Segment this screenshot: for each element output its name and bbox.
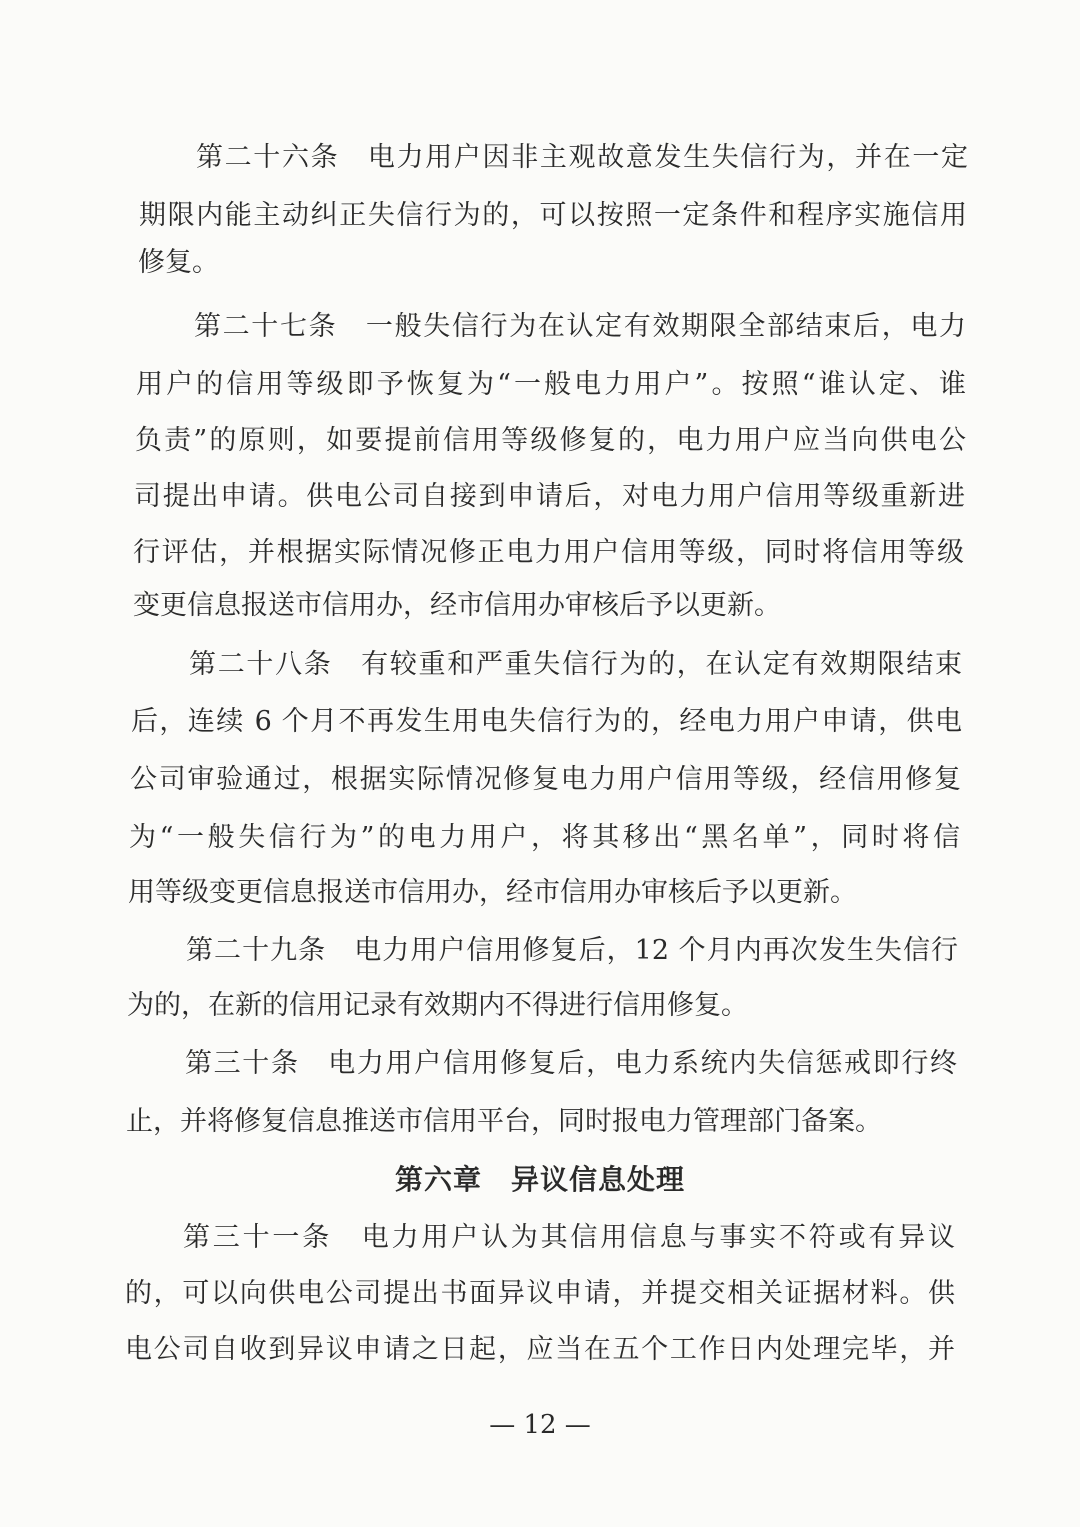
text-line: 用户的信用等级即予恢复为“一般电力用户”。按照“谁认定、谁	[136, 369, 966, 400]
text-line: 用等级变更信息报送市信用办，经市信用办审核后予以更新。	[128, 877, 857, 908]
text-line: 后，连续 6 个月不再发生用电失信行为的，经电力用户申请，供电	[131, 706, 962, 737]
text-line: 的，可以向供电公司提出书面异议申请，并提交相关证据材料。供	[125, 1278, 955, 1309]
text-line: 行评估，并根据实际情况修正电力用户信用等级，同时将信用等级	[133, 537, 964, 568]
text-line: 第二十六条 电力用户因非主观故意发生失信行为，并在一定	[196, 142, 968, 173]
text-line: 为的，在新的信用记录有效期内不得进行信用修复。	[127, 990, 748, 1021]
text-line: 司提出申请。供电公司自接到申请后，对电力用户信用等级重新进	[134, 481, 965, 512]
text-line: 变更信息报送市信用办，经市信用办审核后予以更新。	[133, 590, 781, 621]
text-line: 修复。	[138, 247, 219, 278]
text-line: 第二十七条 一般失信行为在认定有效期限全部结束后，电力	[194, 311, 966, 342]
chapter-heading: 第六章 异议信息处理	[394, 1163, 685, 1196]
text-line: 电公司自收到异议申请之日起，应当在五个工作日内处理完毕，并	[125, 1334, 955, 1365]
text-line: 公司审验通过，根据实际情况修复电力用户信用等级，经信用修复	[130, 764, 961, 795]
page-number: — 12 —	[489, 1410, 591, 1440]
text-line: 第二十八条 有较重和严重失信行为的，在认定有效期限结束	[189, 649, 962, 680]
text-line: 负责”的原则，如要提前信用等级修复的，电力用户应当向供电公	[135, 425, 966, 456]
text-line: 第三十条 电力用户信用修复后，电力系统内失信惩戒即行终	[185, 1048, 957, 1079]
text-line: 期限内能主动纠正失信行为的，可以按照一定条件和程序实施信用	[139, 200, 967, 231]
text-line: 为“一般失信行为”的电力用户，将其移出“黑名单”，同时将信	[129, 822, 960, 853]
text-line: 第三十一条 电力用户认为其信用信息与事实不符或有异议	[183, 1222, 955, 1253]
text-line: 第二十九条 电力用户信用修复后，12 个月内再次发生失信行	[186, 935, 958, 966]
text-line: 止，并将修复信息推送市信用平台，同时报电力管理部门备案。	[126, 1106, 882, 1137]
